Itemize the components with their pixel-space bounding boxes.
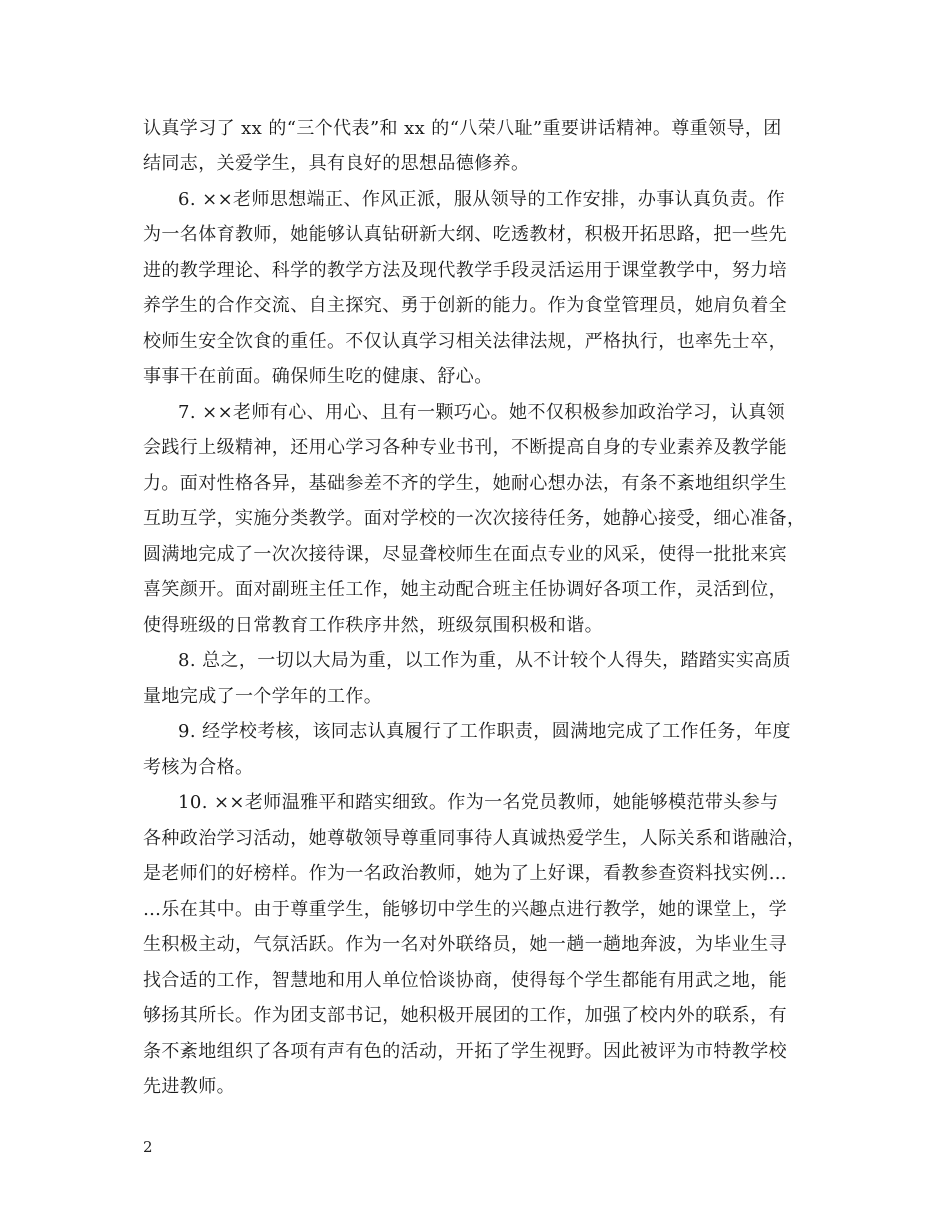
text-line: 互助互学，实施分类教学。面对学校的一次次接待任务，她静心接受，细心准备， [143,508,806,529]
text-line: 10. ××老师温雅平和踏实细致。作为一名党员教师，她能够模范带头参与 [178,792,779,813]
text-line: 事事干在前面。确保师生吃的健康、舒心。 [143,366,493,387]
text-line: 9. 经学校考核，该同志认真履行了工作职责，圆满地完成了工作任务，年度 [178,721,791,742]
text-line: 养学生的合作交流、自主探究、勇于创新的能力。作为食堂管理员，她肩负着全 [143,295,787,316]
text-line: 生积极主动，气氛活跃。作为一名对外联络员，她一趟一趟地奔波，为毕业生寻 [143,934,787,955]
text-line: 校师生安全饮食的重任。不仅认真学习相关法律法规，严格执行，也率先士卒， [143,331,787,352]
text-line: 8. 总之，一切以大局为重，以工作为重，从不计较个人得失，踏踏实实高质 [178,650,791,671]
text-line: 力。面对性格各异，基础参差不齐的学生，她耐心想办法，有条不紊地组织学生 [143,473,787,494]
text-line: 使得班级的日常教育工作秩序井然，班级氛围积极和谐。 [143,615,603,636]
text-line: 够扬其所长。作为团支部书记，她积极开展团的工作，加强了校内外的联系，有 [143,1005,787,1026]
text-line: 7. ××老师有心、用心、且有一颗巧心。她不仅积极参加政治学习，认真领 [178,402,786,423]
text-line: 先进教师。 [143,1076,235,1097]
text-line: 量地完成了一个学年的工作。 [143,686,383,707]
text-line: 结同志，关爱学生，具有良好的思想品德修养。 [143,153,530,174]
text-line: 认真学习了 xx 的“三个代表”和 xx 的“八荣八耻”重要讲话精神。尊重领导，团 [143,118,782,139]
page-number: 2 [143,1138,153,1156]
text-line: 考核为合格。 [143,757,254,778]
text-line: 喜笑颜开。面对副班主任工作，她主动配合班主任协调好各项工作，灵活到位， [143,579,787,600]
text-line: 为一名体育教师，她能够认真钻研新大纲、吃透教材，积极开拓思路，把一些先 [143,224,787,245]
text-line: 6. ××老师思想端正、作风正派，服从领导的工作安排，办事认真负责。作 [178,189,786,210]
text-line: 进的教学理论、科学的教学方法及现代教学手段灵活运用于课堂教学中，努力培 [143,260,787,281]
text-line: 是老师们的好榜样。作为一名政治教师，她为了上好课，看教参查资料找实例… [143,863,787,884]
text-line: …乐在其中。由于尊重学生，能够切中学生的兴趣点进行教学，她的课堂上，学 [143,899,787,920]
text-line: 找合适的工作，智慧地和用人单位恰谈协商，使得每个学生都能有用武之地，能 [143,970,787,991]
text-line: 条不紊地组织了各项有声有色的活动，开拓了学生视野。因此被评为市特教学校 [143,1041,787,1062]
text-line: 会践行上级精神，还用心学习各种专业书刊，不断提高自身的专业素养及教学能 [143,437,787,458]
text-line: 各种政治学习活动，她尊敬领导尊重同事待人真诚热爱学生，人际关系和谐融洽， [143,828,806,849]
text-line: 圆满地完成了一次次接待课，尽显聋校师生在面点专业的风采，使得一批批来宾 [143,544,787,565]
